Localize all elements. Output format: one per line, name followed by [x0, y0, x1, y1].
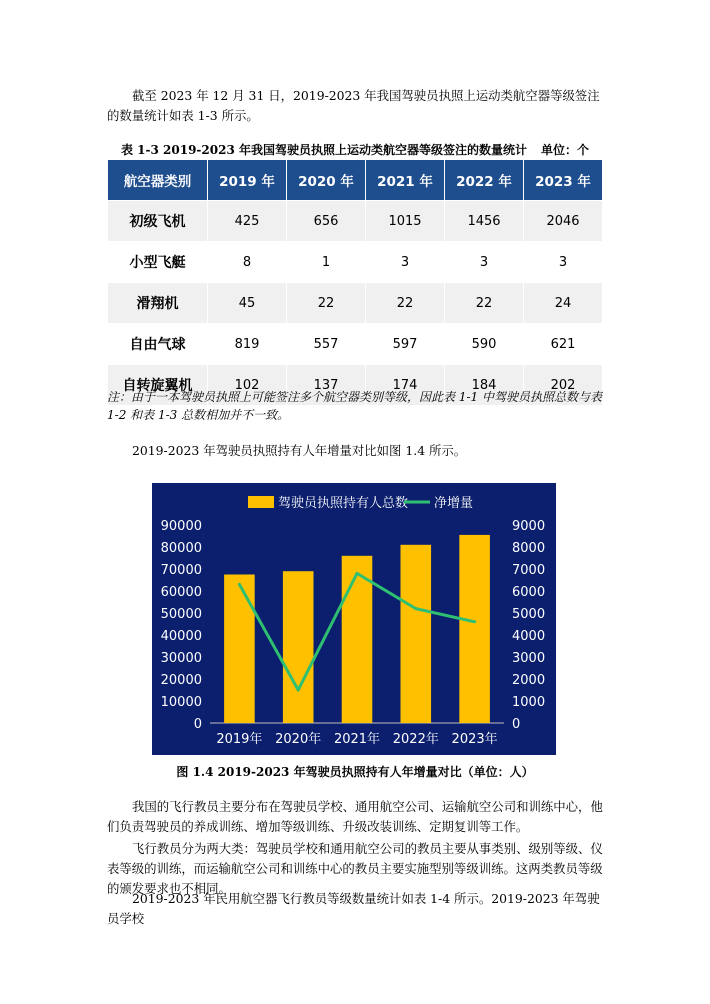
- table-row: [108, 201, 603, 242]
- table-row: [108, 242, 603, 283]
- table-caption-text: 表 1-3 2019-2023 年我国驾驶员执照上运动类航空器等级签注的数量统计: [120, 143, 527, 157]
- combo-chart: [152, 483, 556, 755]
- y-left-tick-label: 70000: [160, 563, 202, 578]
- table-row: [108, 324, 603, 365]
- figure-caption: 图 1.4 2019-2023 年驾驶员执照持有人年增量对比（单位：人）: [176, 765, 534, 779]
- body-paragraph: 2019-2023 年民用航空器飞行教员等级数量统计如表 1-4 所示。2019-2023 年驾驶员学校: [107, 891, 600, 926]
- table-cell-category: 滑翔机: [108, 283, 208, 324]
- line-point: [297, 689, 300, 692]
- y-left-tick-label: 10000: [160, 695, 202, 710]
- table-cell: 3: [366, 242, 445, 283]
- x-tick-label: 2020年: [275, 732, 322, 747]
- table-cell: 557: [287, 324, 366, 365]
- y-right-tick-label: 9000: [512, 519, 546, 534]
- table-cell: 621: [524, 324, 603, 365]
- table-header-cell: 2022 年: [445, 160, 524, 201]
- y-right-tick-label: 7000: [512, 563, 546, 578]
- legend-line-label: 净增量: [434, 496, 474, 511]
- y-right-tick-label: 8000: [512, 541, 546, 556]
- y-left-tick-label: 50000: [160, 607, 202, 622]
- table-cell: 137: [287, 365, 366, 406]
- table-cell: 174: [366, 365, 445, 406]
- legend-bar-swatch: [248, 496, 274, 508]
- line-point: [473, 620, 476, 623]
- table-cell: 819: [208, 324, 287, 365]
- bar: [224, 575, 255, 724]
- y-right-tick-label: 1000: [512, 695, 546, 710]
- y-right-tick-label: 4000: [512, 629, 546, 644]
- intro-paragraph: 截至 2023 年 12 月 31 日，2019-2023 年我国驾驶员执照上运动类航空器等级签注的数量统计如表 1-3 所示。: [107, 88, 600, 123]
- y-right-tick-label: 0: [512, 717, 521, 732]
- table-unit: 单位：个: [540, 143, 589, 157]
- table-cell: 184: [445, 365, 524, 406]
- y-left-tick-label: 90000: [160, 519, 202, 534]
- chart-container: [152, 483, 556, 755]
- table-cell: 3: [445, 242, 524, 283]
- table-cell: 597: [366, 324, 445, 365]
- y-left-tick-label: 80000: [160, 541, 202, 556]
- legend-bar-label: 驾驶员执照持有人总数: [278, 496, 409, 511]
- x-tick-label: 2023年: [451, 732, 498, 747]
- table-header-cell: 2021 年: [366, 160, 445, 201]
- table-cell: 656: [287, 201, 366, 242]
- x-tick-label: 2021年: [333, 732, 381, 747]
- y-left-tick-label: 40000: [160, 629, 202, 644]
- table-header-cell: 2019 年: [208, 160, 287, 201]
- y-left-tick-label: 20000: [160, 673, 202, 688]
- table-header-cell: 航空器类别: [108, 160, 208, 201]
- table-cell: 22: [366, 283, 445, 324]
- bar: [283, 571, 314, 723]
- y-right-tick-label: 3000: [512, 651, 546, 666]
- body-paragraph: 飞行教员分为两大类：驾驶员学校和通用航空公司的教员主要从事类别、级别等级、仪表等级的训练，而运输航空公司和训练中心的教员主要实施型别等级训练。这两类教员等级的颁发要求也不相同。: [107, 841, 603, 896]
- bar: [401, 545, 432, 723]
- bar: [459, 535, 490, 723]
- table-note: 注：由于一本驾驶员执照上可能签注多个航空器类别等级，因此表 1-1 中驾驶员执照总数与表 1-2 和表 1-3 总数相加并不一致。: [107, 390, 602, 422]
- table-row: [108, 283, 603, 324]
- y-right-tick-label: 2000: [512, 673, 546, 688]
- table-cell: 1: [287, 242, 366, 283]
- table-cell: 2046: [524, 201, 603, 242]
- stats-table: [107, 159, 603, 406]
- table-cell: 1015: [366, 201, 445, 242]
- table-header-cell: 2023 年: [524, 160, 603, 201]
- line-point: [356, 572, 359, 575]
- table-cell: 590: [445, 324, 524, 365]
- table-cell: 102: [208, 365, 287, 406]
- table-cell-category: 初级飞机: [108, 201, 208, 242]
- y-left-tick-label: 60000: [160, 585, 202, 600]
- table-header-cell: 2020 年: [287, 160, 366, 201]
- y-left-tick-label: 30000: [160, 651, 202, 666]
- table-caption: [0, 141, 710, 158]
- table-cell: 1456: [445, 201, 524, 242]
- x-tick-label: 2022年: [392, 732, 439, 747]
- table-cell: 24: [524, 283, 603, 324]
- table-cell: 3: [524, 242, 603, 283]
- table-cell: 425: [208, 201, 287, 242]
- table-cell: 22: [287, 283, 366, 324]
- table-cell-category: 小型飞艇: [108, 242, 208, 283]
- line-point: [238, 583, 241, 586]
- y-right-tick-label: 6000: [512, 585, 546, 600]
- table-cell: 22: [445, 283, 524, 324]
- chart-intro: 2019-2023 年驾驶员执照持有人年增量对比如图 1.4 所示。: [132, 443, 467, 458]
- table-header-row: [108, 160, 603, 201]
- table-cell: 45: [208, 283, 287, 324]
- table-cell-category: 自由气球: [108, 324, 208, 365]
- y-left-tick-label: 0: [193, 717, 202, 732]
- y-right-tick-label: 5000: [512, 607, 546, 622]
- body-paragraph: 我国的飞行教员主要分布在驾驶员学校、通用航空公司、运输航空公司和训练中心，他们负责驾驶员的养成训练、增加等级训练、升级改装训练、定期复训等工作。: [107, 799, 603, 834]
- x-tick-label: 2019年: [216, 732, 263, 747]
- table-cell: 202: [524, 365, 603, 406]
- line-point: [414, 607, 417, 610]
- table-cell-category: 自转旋翼机: [108, 365, 208, 406]
- table-cell: 8: [208, 242, 287, 283]
